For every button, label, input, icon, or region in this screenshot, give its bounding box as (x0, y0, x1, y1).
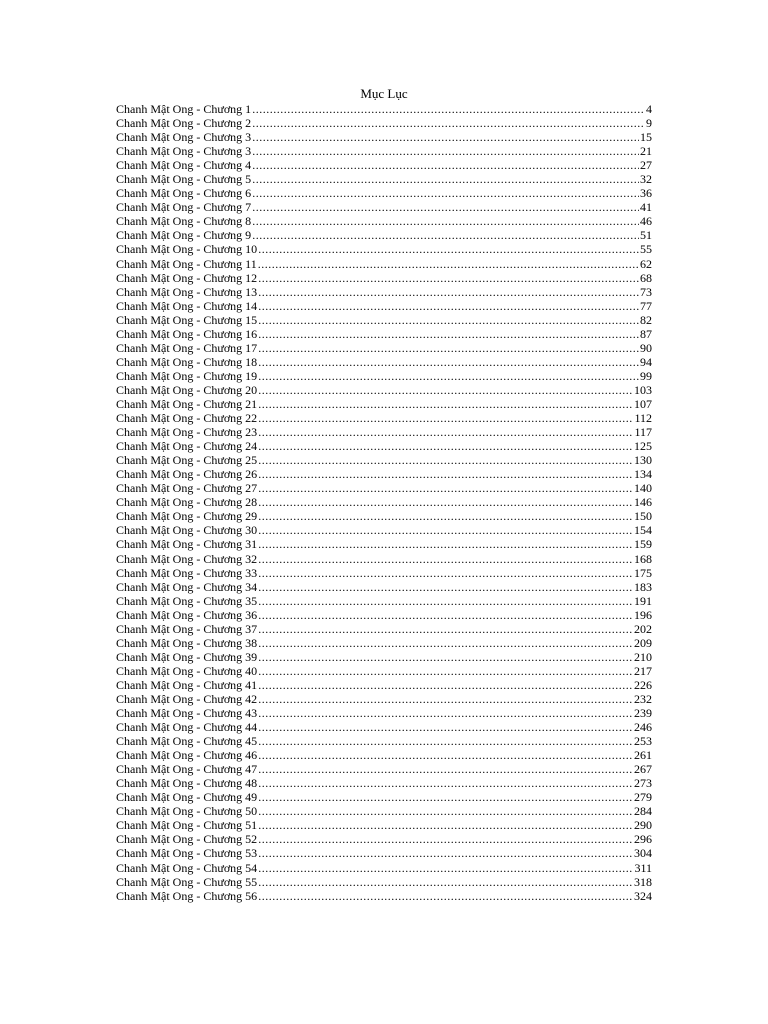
toc-entry-label: Chanh Mật Ong - Chương 17 (116, 340, 258, 355)
toc-entry[interactable] (116, 102, 652, 116)
toc-dot-leader (258, 580, 633, 594)
toc-dot-leader (258, 383, 633, 397)
toc-entry[interactable] (116, 453, 652, 467)
toc-entry-label: Chanh Mật Ong - Chương 47 (116, 762, 258, 777)
toc-dot-leader (258, 411, 633, 425)
toc-entry-page-number: 168 (634, 551, 652, 566)
toc-entry-page-number: 318 (634, 874, 652, 889)
toc-entry[interactable] (116, 608, 652, 622)
toc-entry[interactable] (116, 748, 652, 762)
toc-dot-leader (258, 692, 633, 706)
toc-entry-page-number: 117 (634, 425, 652, 440)
toc-entry-label: Chanh Mật Ong - Chương 25 (116, 453, 258, 468)
toc-dot-leader (252, 214, 639, 228)
toc-dot-leader (258, 846, 633, 860)
toc-entry-label: Chanh Mật Ong - Chương 50 (116, 804, 258, 819)
toc-entry[interactable] (116, 242, 652, 256)
toc-entry-label: Chanh Mật Ong - Chương 21 (116, 396, 258, 411)
toc-entry-page-number: 191 (634, 593, 652, 608)
toc-entry-label: Chanh Mật Ong - Chương 11 (116, 256, 257, 271)
toc-entry-label: Chanh Mật Ong - Chương 3 (116, 144, 252, 159)
toc-entry[interactable] (116, 664, 652, 678)
toc-dot-leader (258, 509, 633, 523)
toc-entry-page-number: 202 (634, 621, 652, 636)
toc-entry[interactable] (116, 818, 652, 832)
toc-entry[interactable] (116, 144, 652, 158)
toc-entry-label: Chanh Mật Ong - Chương 32 (116, 551, 258, 566)
toc-dot-leader (258, 257, 639, 271)
toc-dot-leader (258, 341, 639, 355)
toc-dot-leader (258, 818, 633, 832)
toc-dot-leader (252, 200, 639, 214)
toc-entry-page-number: 82 (640, 312, 652, 327)
toc-entry[interactable] (116, 481, 652, 495)
toc-entry-label: Chanh Mật Ong - Chương 49 (116, 790, 258, 805)
toc-entry-page-number: 253 (634, 734, 652, 749)
toc-entry-page-number: 15 (640, 130, 652, 145)
toc-entry-label: Chanh Mật Ong - Chương 46 (116, 748, 258, 763)
toc-dot-leader (258, 804, 633, 818)
toc-entry-page-number: 239 (634, 706, 652, 721)
toc-entry[interactable] (116, 257, 652, 271)
table-of-contents (116, 102, 652, 903)
toc-entry-label: Chanh Mật Ong - Chương 33 (116, 565, 258, 580)
toc-entry-label: Chanh Mật Ong - Chương 23 (116, 425, 258, 440)
toc-entry-page-number: 311 (634, 860, 652, 875)
toc-entry[interactable] (116, 692, 652, 706)
toc-entry-page-number: 154 (634, 523, 652, 538)
toc-dot-leader (258, 622, 633, 636)
toc-entry-page-number: 140 (634, 481, 652, 496)
toc-dot-leader (258, 636, 633, 650)
toc-entry-label: Chanh Mật Ong - Chương 6 (116, 186, 252, 201)
toc-dot-leader (258, 313, 639, 327)
toc-entry-page-number: 73 (640, 284, 652, 299)
toc-entry[interactable] (116, 172, 652, 186)
toc-entry[interactable] (116, 495, 652, 509)
toc-entry-page-number: 175 (634, 565, 652, 580)
toc-entry-page-number: 90 (640, 340, 652, 355)
toc-entry[interactable] (116, 439, 652, 453)
toc-entry-label: Chanh Mật Ong - Chương 10 (116, 242, 258, 257)
toc-entry-page-number: 27 (640, 158, 652, 173)
toc-entry-page-number: 246 (634, 720, 652, 735)
toc-entry-label: Chanh Mật Ong - Chương 35 (116, 593, 258, 608)
toc-entry-label: Chanh Mật Ong - Chương 5 (116, 172, 252, 187)
toc-dot-leader (258, 425, 633, 439)
toc-entry-label: Chanh Mật Ong - Chương 38 (116, 635, 258, 650)
toc-entry-page-number: 112 (634, 411, 652, 426)
toc-dot-leader (258, 299, 639, 313)
toc-dot-leader (252, 186, 639, 200)
toc-dot-leader (258, 566, 633, 580)
toc-entry-page-number: 51 (640, 228, 652, 243)
toc-entry-label: Chanh Mật Ong - Chương 28 (116, 495, 258, 510)
toc-entry[interactable] (116, 313, 652, 327)
toc-entry-page-number: 99 (640, 368, 652, 383)
toc-entry-page-number: 94 (640, 354, 652, 369)
toc-entry[interactable] (116, 776, 652, 790)
toc-dot-leader (258, 552, 633, 566)
toc-entry-label: Chanh Mật Ong - Chương 40 (116, 663, 258, 678)
toc-dot-leader (258, 537, 633, 551)
toc-entry[interactable] (116, 130, 652, 144)
toc-dot-leader (258, 875, 633, 889)
toc-entry-label: Chanh Mật Ong - Chương 52 (116, 832, 258, 847)
toc-entry-label: Chanh Mật Ong - Chương 20 (116, 382, 258, 397)
toc-entry[interactable] (116, 804, 652, 818)
toc-dot-leader (252, 144, 639, 158)
toc-entry[interactable] (116, 200, 652, 214)
toc-dot-leader (258, 889, 633, 903)
toc-entry-page-number: 55 (640, 242, 652, 257)
toc-dot-leader (258, 481, 633, 495)
toc-entry-page-number: 146 (634, 495, 652, 510)
toc-entry-page-number: 183 (634, 579, 652, 594)
toc-entry[interactable] (116, 355, 652, 369)
toc-entry[interactable] (116, 594, 652, 608)
toc-entry-label: Chanh Mật Ong - Chương 14 (116, 298, 258, 313)
toc-dot-leader (258, 762, 633, 776)
toc-entry-page-number: 130 (634, 453, 652, 468)
toc-entry-label: Chanh Mật Ong - Chương 9 (116, 228, 252, 243)
toc-entry-page-number: 134 (634, 467, 652, 482)
toc-entry-page-number: 46 (640, 214, 652, 229)
toc-entry-label: Chanh Mật Ong - Chương 7 (116, 200, 252, 215)
toc-dot-leader (252, 130, 639, 144)
toc-dot-leader (258, 439, 633, 453)
toc-entry-label: Chanh Mật Ong - Chương 19 (116, 368, 258, 383)
toc-entry-page-number: 209 (634, 635, 652, 650)
toc-entry-page-number: 284 (634, 804, 652, 819)
toc-entry-label: Chanh Mật Ong - Chương 22 (116, 411, 258, 426)
toc-entry-label: Chanh Mật Ong - Chương 1 (116, 102, 252, 116)
toc-entry-label: Chanh Mật Ong - Chương 13 (116, 284, 258, 299)
toc-entry[interactable] (116, 846, 652, 860)
toc-entry-label: Chanh Mật Ong - Chương 39 (116, 649, 258, 664)
toc-entry-label: Chanh Mật Ong - Chương 54 (116, 860, 258, 875)
toc-entry-label: Chanh Mật Ong - Chương 37 (116, 621, 258, 636)
toc-entry-page-number: 68 (640, 270, 652, 285)
toc-entry-label: Chanh Mật Ong - Chương 43 (116, 706, 258, 721)
toc-entry-label: Chanh Mật Ong - Chương 31 (116, 537, 258, 552)
toc-entry-page-number: 32 (640, 172, 652, 187)
toc-entry-page-number: 159 (634, 537, 652, 552)
toc-entry[interactable] (116, 889, 652, 903)
toc-entry-page-number: 87 (640, 326, 652, 341)
toc-entry[interactable] (116, 383, 652, 397)
toc-entry[interactable] (116, 186, 652, 200)
toc-entry-label: Chanh Mật Ong - Chương 4 (116, 158, 252, 173)
toc-entry-page-number: 324 (634, 888, 652, 903)
toc-dot-leader (258, 720, 633, 734)
toc-dot-leader (258, 523, 633, 537)
toc-entry[interactable] (116, 734, 652, 748)
toc-entry[interactable] (116, 650, 652, 664)
toc-dot-leader (258, 650, 633, 664)
toc-dot-leader (258, 285, 639, 299)
toc-entry[interactable] (116, 271, 652, 285)
toc-entry-label: Chanh Mật Ong - Chương 45 (116, 734, 258, 749)
toc-entry[interactable] (116, 158, 652, 172)
toc-dot-leader (258, 832, 633, 846)
toc-entry-page-number: 226 (634, 677, 652, 692)
toc-entry[interactable] (116, 285, 652, 299)
toc-entry[interactable] (116, 467, 652, 481)
toc-entry[interactable] (116, 214, 652, 228)
toc-entry-label: Chanh Mật Ong - Chương 2 (116, 116, 252, 131)
toc-entry-page-number: 279 (634, 790, 652, 805)
toc-entry[interactable] (116, 397, 652, 411)
toc-entry-label: Chanh Mật Ong - Chương 34 (116, 579, 258, 594)
toc-entry-label: Chanh Mật Ong - Chương 44 (116, 720, 258, 735)
toc-entry-page-number: 77 (640, 298, 652, 313)
toc-entry[interactable] (116, 341, 652, 355)
toc-entry[interactable] (116, 425, 652, 439)
toc-dot-leader (252, 102, 645, 116)
toc-entry[interactable] (116, 706, 652, 720)
toc-entry[interactable] (116, 636, 652, 650)
toc-entry[interactable] (116, 580, 652, 594)
toc-entry-label: Chanh Mật Ong - Chương 48 (116, 776, 258, 791)
toc-entry-label: Chanh Mật Ong - Chương 12 (116, 270, 258, 285)
toc-entry-label: Chanh Mật Ong - Chương 29 (116, 509, 258, 524)
toc-entry-label: Chanh Mật Ong - Chương 18 (116, 354, 258, 369)
toc-dot-leader (258, 271, 639, 285)
toc-dot-leader (252, 158, 639, 172)
toc-entry-page-number: 196 (634, 607, 652, 622)
toc-entry-page-number: 261 (634, 748, 652, 763)
toc-entry-label: Chanh Mật Ong - Chương 36 (116, 607, 258, 622)
toc-entry-page-number: 103 (634, 382, 652, 397)
toc-entry[interactable] (116, 720, 652, 734)
toc-entry-label: Chanh Mật Ong - Chương 56 (116, 888, 258, 903)
toc-entry[interactable] (116, 832, 652, 846)
toc-entry-page-number: 232 (634, 691, 652, 706)
toc-entry-label: Chanh Mật Ong - Chương 30 (116, 523, 258, 538)
toc-dot-leader (258, 327, 639, 341)
toc-dot-leader (258, 495, 633, 509)
toc-entry-page-number: 125 (634, 439, 652, 454)
toc-dot-leader (258, 734, 633, 748)
toc-dot-leader (252, 228, 639, 242)
toc-dot-leader (252, 116, 645, 130)
toc-dot-leader (258, 678, 633, 692)
toc-entry-label: Chanh Mật Ong - Chương 41 (116, 677, 258, 692)
toc-dot-leader (258, 369, 639, 383)
toc-entry-label: Chanh Mật Ong - Chương 42 (116, 691, 258, 706)
toc-entry[interactable] (116, 228, 652, 242)
toc-entry[interactable] (116, 552, 652, 566)
toc-entry-page-number: 107 (634, 396, 652, 411)
toc-entry[interactable] (116, 762, 652, 776)
page-title: Mục Lục (360, 86, 408, 101)
toc-entry-page-number: 150 (634, 509, 652, 524)
toc-entry[interactable] (116, 411, 652, 425)
toc-entry-label: Chanh Mật Ong - Chương 16 (116, 326, 258, 341)
toc-entry-page-number: 290 (634, 818, 652, 833)
toc-entry-page-number: 210 (634, 649, 652, 664)
toc-entry[interactable] (116, 299, 652, 313)
toc-entry[interactable] (116, 875, 652, 889)
toc-entry[interactable] (116, 509, 652, 523)
toc-dot-leader (258, 706, 633, 720)
toc-dot-leader (258, 453, 633, 467)
toc-entry-page-number: 217 (634, 663, 652, 678)
toc-entry-page-number: 273 (634, 776, 652, 791)
toc-entry-page-number: 304 (634, 846, 652, 861)
toc-dot-leader (258, 608, 633, 622)
toc-entry-page-number: 4 (646, 102, 652, 116)
toc-entry[interactable] (116, 622, 652, 636)
toc-entry[interactable] (116, 327, 652, 341)
toc-dot-leader (258, 664, 633, 678)
toc-entry-page-number: 62 (640, 256, 652, 271)
toc-entry[interactable] (116, 116, 652, 130)
toc-entry-label: Chanh Mật Ong - Chương 15 (116, 312, 258, 327)
toc-dot-leader (258, 242, 639, 256)
toc-dot-leader (258, 790, 633, 804)
toc-entry-label: Chanh Mật Ong - Chương 3 (116, 130, 252, 145)
toc-entry-label: Chanh Mật Ong - Chương 53 (116, 846, 258, 861)
toc-entry[interactable] (116, 523, 652, 537)
toc-entry-label: Chanh Mật Ong - Chương 24 (116, 439, 258, 454)
toc-dot-leader (258, 467, 633, 481)
toc-entry-label: Chanh Mật Ong - Chương 27 (116, 481, 258, 496)
toc-dot-leader (258, 355, 639, 369)
toc-dot-leader (258, 397, 633, 411)
toc-entry[interactable] (116, 861, 652, 875)
toc-entry-page-number: 267 (634, 762, 652, 777)
toc-dot-leader (258, 861, 633, 875)
toc-entry[interactable] (116, 566, 652, 580)
toc-entry[interactable] (116, 369, 652, 383)
toc-entry[interactable] (116, 537, 652, 551)
toc-entry-label: Chanh Mật Ong - Chương 55 (116, 874, 258, 889)
toc-entry-page-number: 9 (646, 116, 652, 131)
toc-entry-page-number: 36 (640, 186, 652, 201)
toc-entry-page-number: 21 (640, 144, 652, 159)
toc-dot-leader (258, 748, 633, 762)
toc-entry-label: Chanh Mật Ong - Chương 26 (116, 467, 258, 482)
toc-dot-leader (258, 776, 633, 790)
toc-entry-label: Chanh Mật Ong - Chương 51 (116, 818, 258, 833)
toc-entry-page-number: 41 (640, 200, 652, 215)
toc-entry-label: Chanh Mật Ong - Chương 8 (116, 214, 252, 229)
toc-entry[interactable] (116, 678, 652, 692)
toc-dot-leader (258, 594, 633, 608)
toc-entry[interactable] (116, 790, 652, 804)
toc-dot-leader (252, 172, 639, 186)
toc-entry-page-number: 296 (634, 832, 652, 847)
